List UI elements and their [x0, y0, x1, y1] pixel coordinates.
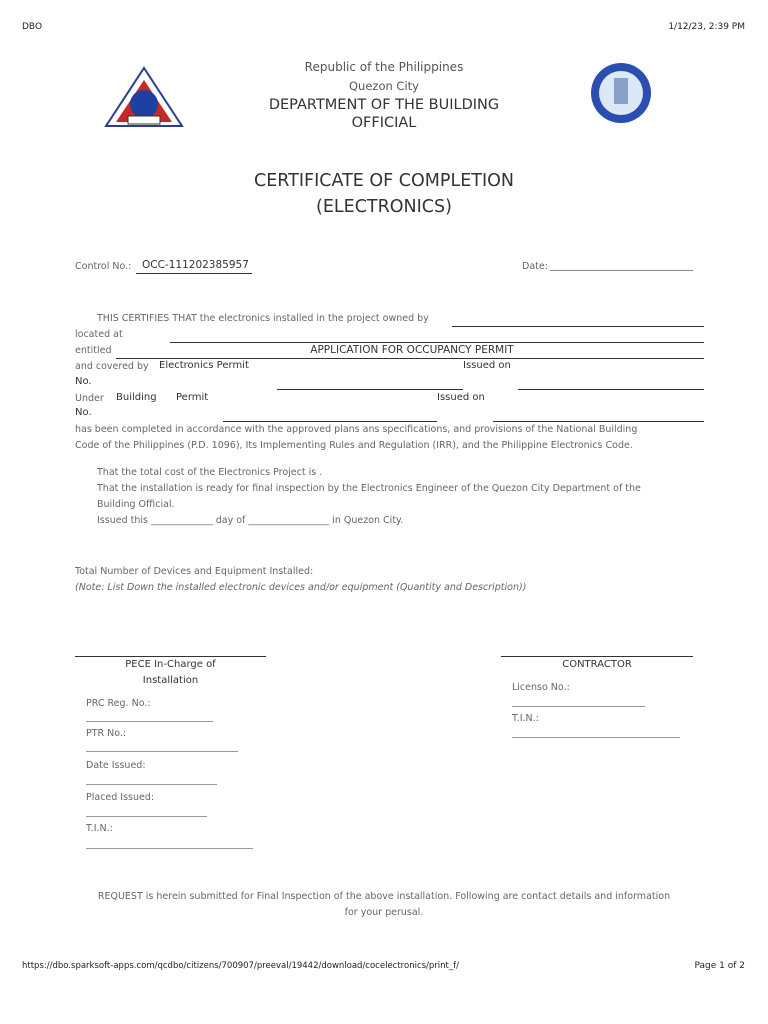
page-url: https://dbo.sparksoft-apps.com/qcdbo/citizens/700907/preeval/19442/download/cocelectronics/print_f/ — [22, 961, 459, 971]
completed-text-2: Code of the Philippines (P.D. 1096), Its Implementing Rules and Regulation (IRR), and the Philippine Electronics Code. — [75, 440, 633, 451]
under-label: Under — [75, 393, 104, 404]
cost-text: That the total cost of the Electronics Project is . — [97, 467, 323, 478]
ready-text-1: That the installation is ready for final inspection by the Electronics Engineer of the Quezon City Department of the — [97, 483, 641, 494]
located-label: located at — [75, 329, 123, 340]
certificate-subtitle: (ELECTRONICS) — [316, 197, 452, 217]
pece-title-2: Installation — [142, 675, 199, 686]
total-devices-label: Total Number of Devices and Equipment Installed: — [75, 566, 314, 577]
page-number: Page 1 of 2 — [694, 961, 745, 971]
pece-tin-label: T.I.N.: — [86, 823, 113, 834]
request-text-1: REQUEST is herein submitted for Final Inspection of the above installation. Following are contact details and information — [97, 891, 671, 902]
license-label: Licenso No.: — [512, 682, 570, 693]
department-line2: OFFICIAL — [351, 115, 417, 131]
building-label: Building — [116, 392, 157, 403]
department-line1: DEPARTMENT OF THE BUILDING — [268, 97, 500, 113]
prc-label: PRC Reg. No.: — [86, 698, 151, 709]
control-no-label: Control No.: — [75, 261, 132, 272]
issued-on-label-2: Issued on — [437, 392, 485, 403]
contractor-title: CONTRACTOR — [562, 659, 632, 670]
covered-label: and covered by — [75, 361, 149, 372]
quezon-city-seal — [104, 66, 184, 128]
placed-issued-label: Placed Issued: — [86, 792, 155, 803]
contractor-tin-label: T.I.N.: — [512, 713, 539, 724]
dbo-seal — [590, 62, 652, 124]
entitled-label: entitled — [75, 345, 112, 356]
control-no-value: OCC-111202385957 — [142, 259, 249, 271]
certifies-text: THIS CERTIFIES THAT the electronics installed in the project owned by — [97, 313, 429, 324]
no-label: No. — [75, 376, 92, 387]
ready-text-2: Building Official. — [97, 499, 175, 510]
browser-title: DBO — [22, 22, 43, 32]
print-datetime: 1/12/23, 2:39 PM — [668, 22, 745, 32]
pece-title-1: PECE In-Charge of — [125, 659, 216, 670]
no-label-2: No. — [75, 407, 92, 418]
entitled-value: APPLICATION FOR OCCUPANCY PERMIT — [310, 344, 514, 356]
date-issued-label: Date Issued: — [86, 760, 146, 771]
request-text-2: for your perusal. — [344, 907, 424, 918]
permit-label: Permit — [176, 392, 209, 403]
note-text: (Note: List Down the installed electronic devices and/or equipment (Quantity and Description)) — [75, 582, 527, 593]
issued-on-label: Issued on — [463, 360, 511, 371]
issued-text: Issued this _____________ day of _________________ in Quezon City. — [97, 515, 404, 526]
completed-text-1: has been completed in accordance with the approved plans ans specifications, and provisions of the National Building — [75, 424, 638, 435]
certificate-title: CERTIFICATE OF COMPLETION — [254, 171, 514, 191]
electronics-permit-label: Electronics Permit — [159, 360, 249, 371]
date-label: Date: — [522, 261, 548, 272]
city-text: Quezon City — [349, 79, 419, 93]
ptr-label: PTR No.: — [86, 728, 127, 739]
republic-text: Republic of the Philippines — [304, 60, 464, 74]
